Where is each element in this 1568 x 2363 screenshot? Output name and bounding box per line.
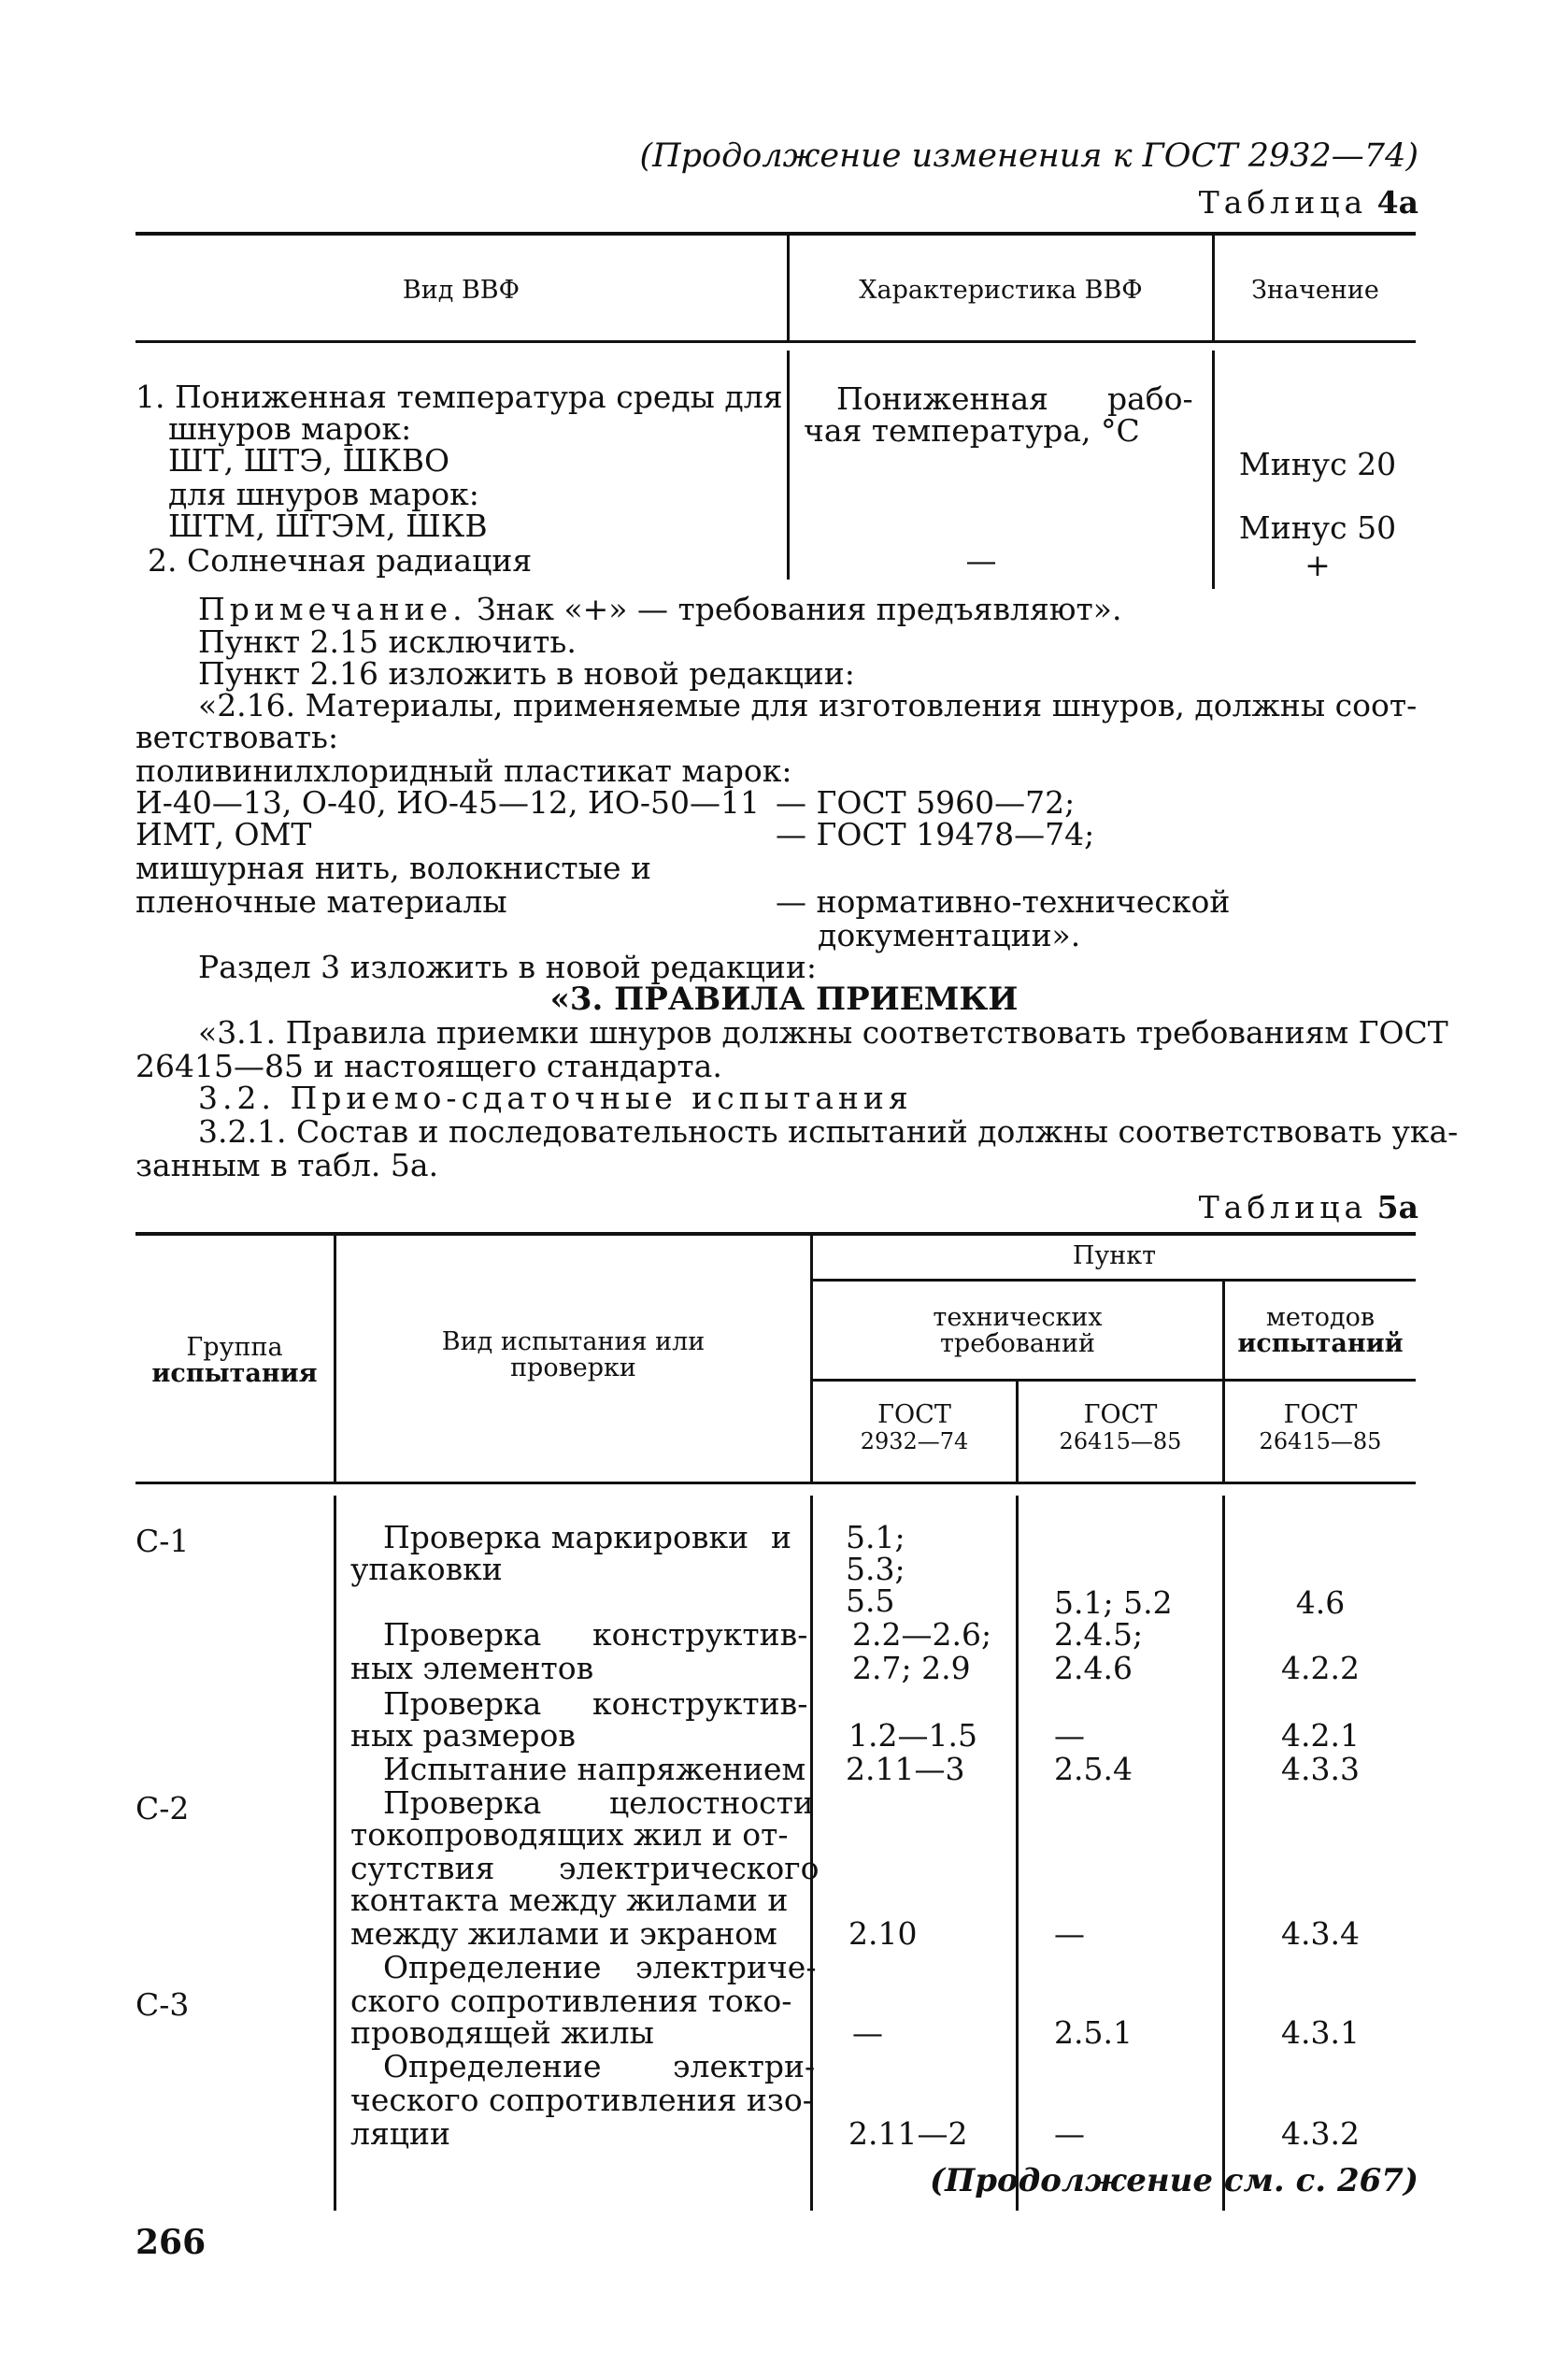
table4a-caption-word: Таблица xyxy=(1198,184,1368,221)
h-type xyxy=(336,1329,810,1382)
r1-g1-a: 5.1; xyxy=(846,1519,905,1555)
section3: Раздел 3 изложить в новой редакции: xyxy=(198,949,818,985)
row1-label: 1. Пониженная температура среды для xyxy=(135,379,783,415)
r1-g1-c: 5.5 xyxy=(846,1582,895,1619)
r5-l3b: электрического xyxy=(559,1850,820,1886)
p31-2: 26415—85 и настоящего стандарта. xyxy=(135,1048,722,1084)
group-c3: С-3 xyxy=(135,1986,190,2023)
r2-g2-a: 2.4.5; xyxy=(1054,1616,1144,1653)
h-meth-line2: испытаний xyxy=(1237,1329,1404,1358)
p321-1: 3.2.1. Состав и последовательность испытаний должны соответствовать ука- xyxy=(198,1113,1459,1150)
h-g3 xyxy=(1225,1402,1416,1454)
h-tech-line2: требований xyxy=(940,1329,1095,1358)
h-g1-line1: ГОСТ xyxy=(877,1400,951,1429)
pvc-gost2: — ГОСТ 19478—74; xyxy=(776,816,1095,852)
h-g2-line2: 26415—85 xyxy=(1059,1428,1182,1454)
row2-char: — xyxy=(965,542,997,579)
r3-l2: ных размеров xyxy=(350,1717,576,1754)
table5a-caption xyxy=(1198,1189,1418,1225)
note-text: Знак «+» — требования предъявляют». xyxy=(477,591,1122,627)
p31-1: «3.1. Правила приемки шнуров должны соответствовать требованиям ГОСТ xyxy=(198,1014,1448,1051)
group-c1: С-1 xyxy=(135,1523,190,1559)
r7-l2: ческого сопротивления изо- xyxy=(350,2082,813,2118)
r5-g1: 2.10 xyxy=(848,1915,918,1952)
r1-l1b: и xyxy=(771,1519,791,1555)
r5-g3: 4.3.4 xyxy=(1281,1915,1360,1952)
table5a-number: 5а xyxy=(1376,1189,1418,1225)
section3-title: «3. ПРАВИЛА ПРИЕМКИ xyxy=(549,981,1019,1018)
col-header-vvf: Вид ВВФ xyxy=(402,276,520,305)
h-g2 xyxy=(1019,1402,1222,1454)
pvc-gost1: — ГОСТ 5960—72; xyxy=(776,784,1076,821)
table4a-caption xyxy=(1198,184,1418,221)
r6-g2: 2.5.1 xyxy=(1054,2014,1133,2051)
pvc: поливинилхлоридный пластикат марок: xyxy=(135,752,792,789)
r2-l1b: конструктив- xyxy=(592,1616,808,1653)
table5a-divider xyxy=(334,1496,336,2211)
r3-l1b: конструктив- xyxy=(592,1685,808,1722)
r2-g3: 4.2.2 xyxy=(1281,1650,1360,1686)
table5a-punkt-rule xyxy=(811,1279,1416,1282)
continuation-header: (Продолжение изменения к ГОСТ 2932—74) xyxy=(639,137,1418,175)
row1-marks2: ШТМ, ШТЭМ, ШКВ xyxy=(168,508,488,544)
pvc-marks1: И-40—13, О-40, ИО-45—12, ИО-50—11 xyxy=(135,784,760,821)
p321-2: занным в табл. 5а. xyxy=(135,1147,439,1183)
row1-val2: Минус 50 xyxy=(1238,509,1397,546)
r1-g1-b: 5.3; xyxy=(846,1551,905,1587)
h-g2-line1: ГОСТ xyxy=(1083,1400,1158,1429)
row1-char-1: Пониженная xyxy=(836,380,1049,417)
r7-l3: ляции xyxy=(350,2115,450,2152)
r5-l1a: Проверка xyxy=(383,1784,542,1821)
r1-l1a: Проверка маркировки xyxy=(383,1519,749,1555)
r6-l2: ского сопротивления токо- xyxy=(350,1983,792,2019)
note-word: Примечание. xyxy=(198,591,467,627)
h-g1-line2: 2932—74 xyxy=(860,1428,969,1454)
h-punkt: Пункт xyxy=(1072,1241,1157,1270)
col-header-value: Значение xyxy=(1251,276,1379,305)
h-type-line1: Вид испытания или xyxy=(441,1327,706,1356)
h-meth-line1: методов xyxy=(1265,1303,1376,1332)
r6-g3: 4.3.1 xyxy=(1281,2014,1360,2051)
r4-g3: 4.3.3 xyxy=(1281,1751,1360,1787)
h-g1 xyxy=(813,1402,1016,1454)
r7-g3: 4.3.2 xyxy=(1281,2115,1360,2152)
row1-label3: для шнуров марок: xyxy=(168,476,479,512)
h-g3-line2: 26415—85 xyxy=(1259,1428,1382,1454)
h-tech-line1: технических xyxy=(933,1303,1103,1332)
group-c2: С-2 xyxy=(135,1790,190,1826)
r5-l4: контакта между жилами и xyxy=(350,1882,789,1918)
table4a-header-rule xyxy=(135,340,1416,343)
r1-g2: 5.1; 5.2 xyxy=(1054,1584,1173,1621)
continuation-footer: (Продолжение см. с. 267) xyxy=(930,2162,1418,2199)
h-g3-line1: ГОСТ xyxy=(1283,1400,1358,1429)
r4-g2: 2.5.4 xyxy=(1054,1751,1133,1787)
p215: Пункт 2.15 исключить. xyxy=(198,623,577,660)
r6-l1b: электриче- xyxy=(635,1949,817,1985)
row2-val: + xyxy=(1304,547,1331,583)
h-group-line1: Группа xyxy=(186,1333,283,1362)
r6-l1a: Определение xyxy=(383,1949,602,1985)
page-number: 266 xyxy=(135,2223,207,2262)
r1-l2: упаковки xyxy=(350,1551,503,1587)
thread-doc2: документации». xyxy=(818,917,1081,953)
table4a-divider xyxy=(1212,351,1215,589)
r2-l2: ных элементов xyxy=(350,1650,594,1686)
table4a-divider xyxy=(787,351,790,580)
r3-l1a: Проверка xyxy=(383,1685,542,1722)
row1-char-2: чая температура, °С xyxy=(804,412,1140,449)
r4-g1: 2.11—3 xyxy=(846,1751,965,1787)
r2-g1-a: 2.2—2.6; xyxy=(852,1616,992,1653)
r3-g2: — xyxy=(1054,1717,1085,1754)
r5-l5: между жилами и экраном xyxy=(350,1915,777,1952)
pvc-marks2: ИМТ, ОМТ xyxy=(135,816,312,852)
row2-label: 2. Солнечная радиация xyxy=(148,542,533,579)
p216-text2: ветствовать: xyxy=(135,719,339,755)
h-group xyxy=(135,1335,334,1387)
r2-g1-b: 2.7; 2.9 xyxy=(852,1650,971,1686)
r5-l2: токопроводящих жил и от- xyxy=(350,1816,789,1853)
thread-doc1: — нормативно-технической xyxy=(776,883,1231,920)
r4-l1: Испытание напряжением xyxy=(383,1751,806,1787)
r7-g2: — xyxy=(1054,2115,1085,2152)
row1-char-1b: рабо- xyxy=(1107,380,1193,417)
r6-g1: — xyxy=(852,2014,883,2051)
note xyxy=(198,591,1122,627)
thread2: пленочные материалы xyxy=(135,883,507,920)
col-header-char: Характеристика ВВФ xyxy=(859,276,1143,305)
r3-g1: 1.2—1.5 xyxy=(848,1717,977,1754)
r2-g2-b: 2.4.6 xyxy=(1054,1650,1133,1686)
r5-l1b: целостности xyxy=(609,1784,814,1821)
r1-g3: 4.6 xyxy=(1295,1584,1346,1621)
row1-label2: шнуров марок: xyxy=(168,410,412,447)
h-group-line2: испытания xyxy=(151,1359,318,1388)
r7-g1: 2.11—2 xyxy=(848,2115,968,2152)
row1-val1: Минус 20 xyxy=(1238,446,1397,482)
r7-l1a: Определение xyxy=(383,2048,602,2084)
table5a-caption-word: Таблица xyxy=(1198,1189,1368,1225)
row1-marks1: ШТ, ШТЭ, ШКВО xyxy=(168,442,450,479)
r2-l1a: Проверка xyxy=(383,1616,542,1653)
table5a-subheader-rule xyxy=(811,1379,1416,1382)
r6-l3: проводящей жилы xyxy=(350,2014,654,2051)
r5-l3a: сутствия xyxy=(350,1850,495,1886)
table5a-top-rule xyxy=(135,1232,1416,1236)
table5a-divider xyxy=(1016,1496,1019,2211)
h-tech xyxy=(813,1305,1222,1357)
p32: 3.2. Приемо-сдаточные испытания xyxy=(198,1080,913,1116)
r5-g2: — xyxy=(1054,1915,1085,1952)
r3-g3: 4.2.1 xyxy=(1281,1717,1360,1754)
p216: Пункт 2.16 изложить в новой редакции: xyxy=(198,655,855,692)
r7-l1b: электри- xyxy=(673,2048,816,2084)
h-meth xyxy=(1225,1305,1416,1357)
thread1: мишурная нить, волокнистые и xyxy=(135,850,651,886)
p216-text1: «2.16. Материалы, применяемые для изготовления шнуров, должны соот- xyxy=(198,687,1418,723)
h-type-line2: проверки xyxy=(510,1353,636,1382)
table4a-number: 4а xyxy=(1376,184,1418,221)
table4a-top-rule xyxy=(135,232,1416,236)
